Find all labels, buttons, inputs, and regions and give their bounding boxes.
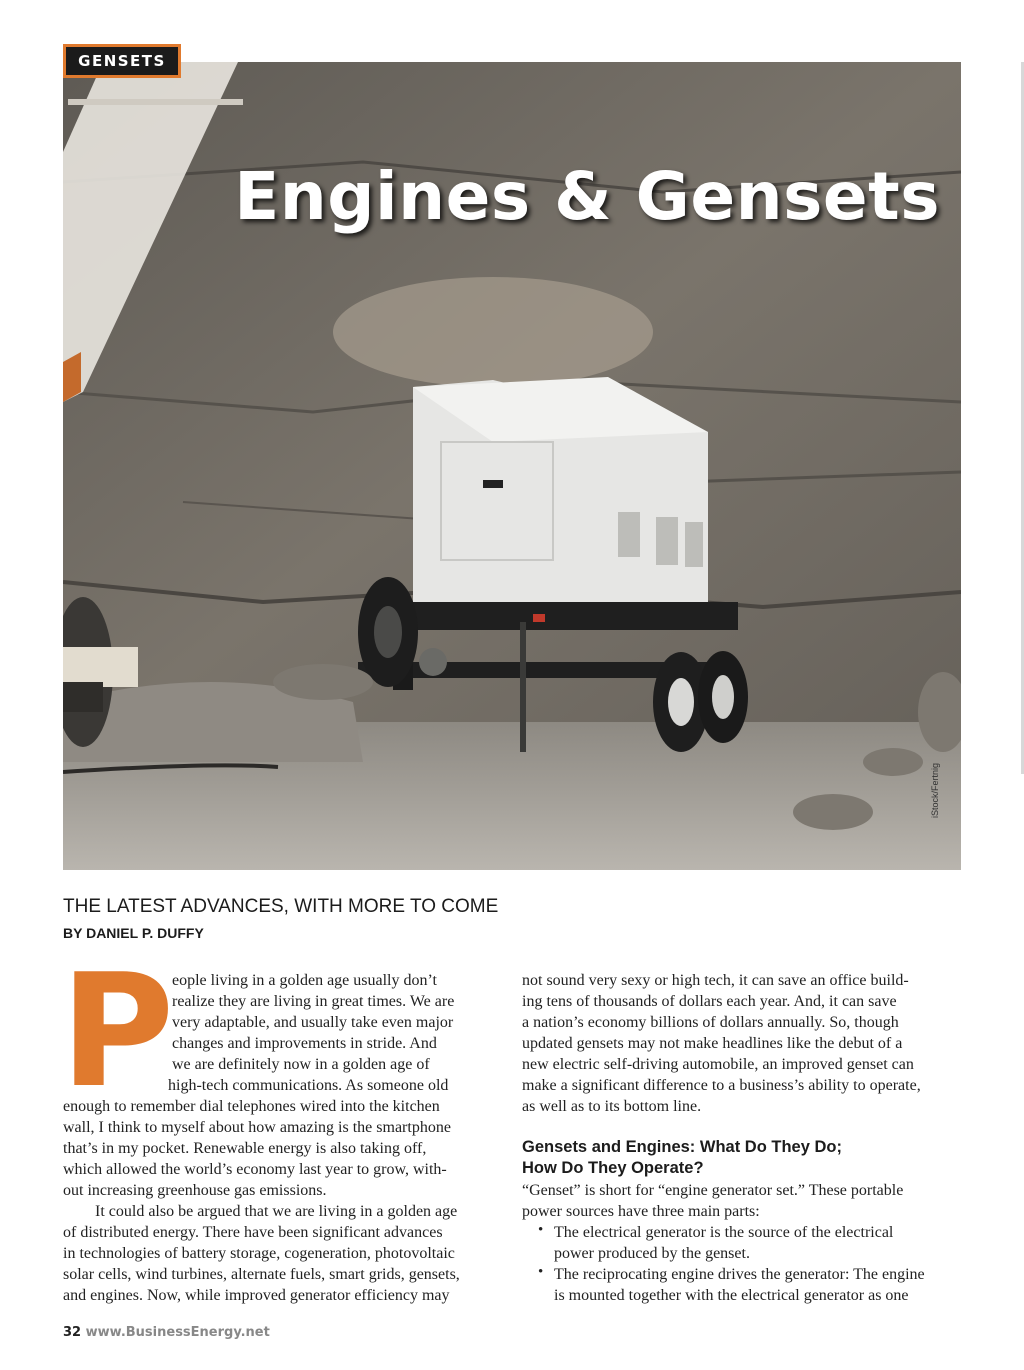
bullet-text: is mounted together with the electrical generator as one	[554, 1287, 909, 1304]
bullet-text: power produced by the genset.	[554, 1245, 750, 1262]
body-line: ing tens of thousands of dollars each year. And, it can save	[522, 993, 897, 1010]
section-subhead: Gensets and Engines: What Do They Do;	[522, 1138, 842, 1156]
drop-cap: P	[60, 940, 175, 1122]
bullet-icon: •	[538, 1222, 544, 1238]
section-subhead: How Do They Operate?	[522, 1159, 704, 1177]
body-line: and engines. Now, while improved generator efficiency may	[63, 1287, 450, 1304]
footer-url: www.BusinessEnergy.net	[85, 1325, 270, 1340]
body-line: we are definitely now in a golden age of	[172, 1056, 430, 1073]
page-number: 32	[63, 1325, 82, 1340]
body-line: which allowed the world’s economy last year to grow, with-	[63, 1161, 447, 1178]
body-line: It could also be argued that we are living in a golden age	[95, 1203, 458, 1220]
body-line: “Genset” is short for “engine generator set.” These portable	[522, 1182, 904, 1199]
body-line: power sources have three main parts:	[522, 1203, 760, 1220]
body-line: solar cells, wind turbines, alternate fuels, smart grids, gensets,	[63, 1266, 460, 1283]
body-line: not sound very sexy or high tech, it can save an office build-	[522, 972, 909, 989]
bullet-icon: •	[538, 1264, 544, 1280]
body-line: that’s in my pocket. Renewable energy is also taking off,	[63, 1140, 427, 1157]
body-line: realize they are living in great times. We are	[172, 993, 455, 1010]
body-line: high-tech communications. As someone old	[168, 1077, 449, 1094]
section-tag: GENSETS	[63, 44, 181, 78]
body-line: eople living in a golden age usually don’t	[172, 972, 437, 989]
article-headline: Engines & Gensets	[234, 158, 940, 235]
body-line: as well as to its bottom line.	[522, 1098, 702, 1115]
body-line: very adaptable, and usually take even major	[172, 1014, 454, 1031]
bullet-text: The electrical generator is the source of the electrical	[554, 1224, 894, 1241]
body-line: of distributed energy. There have been significant advances	[63, 1224, 443, 1241]
body-line: out increasing greenhouse gas emissions.	[63, 1182, 327, 1199]
body-line: make a significant difference to a business’s ability to operate,	[522, 1077, 921, 1094]
bullet-text: The reciprocating engine drives the generator: The engine	[554, 1266, 925, 1283]
body-line: enough to remember dial telephones wired into the kitchen	[63, 1098, 440, 1115]
body-line: updated gensets may not make headlines like the debut of a	[522, 1035, 903, 1052]
body-line: a nation’s economy billions of dollars annually. So, though	[522, 1014, 899, 1031]
body-line: changes and improvements in stride. And	[172, 1035, 437, 1052]
article-deck: THE LATEST ADVANCES, WITH MORE TO COME	[63, 896, 499, 917]
body-line: in technologies of battery storage, cogeneration, photovoltaic	[63, 1245, 455, 1262]
photo-credit: iStock/Fertnig	[930, 762, 940, 818]
page-footer	[63, 1325, 270, 1340]
body-line: wall, I think to myself about how amazing is the smartphone	[63, 1119, 451, 1136]
body-line: new electric self-driving automobile, an improved genset can	[522, 1056, 914, 1073]
article-byline: BY DANIEL P. DUFFY	[63, 925, 204, 941]
